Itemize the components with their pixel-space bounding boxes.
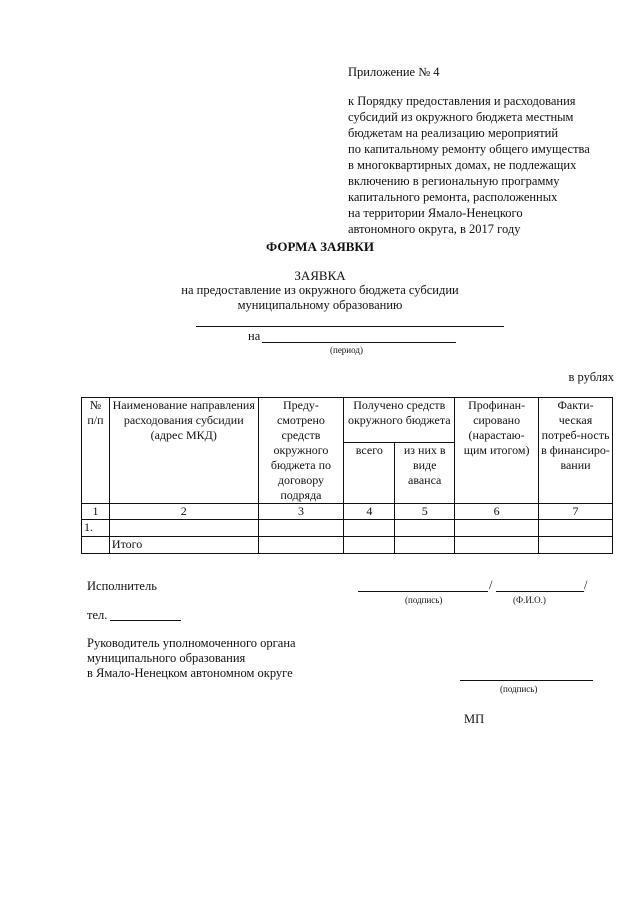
slash: / — [584, 578, 588, 592]
application-subtitle-line: муниципальному образованию — [237, 298, 403, 312]
column-number: 1 — [82, 504, 110, 520]
table-cell — [82, 537, 110, 554]
municipality-name-line[interactable] — [196, 326, 504, 327]
executor-name-caption: (Ф.И.О.) — [513, 595, 546, 605]
header-direction: Наименование направления расходования субсидии (адрес МКД) — [109, 398, 258, 504]
table-total-row — [82, 537, 613, 554]
head-title-line: в Ямало-Ненецком автономном округе — [87, 666, 293, 680]
appendix-line: субсидий из окружного бюджета местным — [348, 110, 574, 124]
executor-name-line[interactable] — [496, 591, 584, 592]
appendix-line: капитального ремонта, расположенных — [348, 190, 558, 204]
header-received-total: всего — [344, 443, 395, 504]
table-column-numbers-row — [82, 504, 613, 520]
table-row — [82, 520, 613, 537]
application-table — [81, 397, 613, 554]
table-cell[interactable] — [455, 520, 539, 537]
appendix-line: на территории Ямало-Ненецкого — [348, 206, 523, 220]
table-cell[interactable] — [455, 537, 539, 554]
application-title: ЗАЯВКА — [294, 268, 346, 283]
row-number: 1. — [82, 520, 110, 537]
appendix-line: автономного округа, в 2017 году — [348, 222, 521, 236]
table-cell[interactable] — [395, 520, 455, 537]
table-cell[interactable] — [258, 520, 344, 537]
application-subtitle — [0, 283, 640, 313]
header-received-funds: Получено средств окружного бюджета — [344, 398, 455, 443]
appendix-block — [348, 64, 590, 237]
head-title — [87, 636, 296, 681]
head-title-line: Руководитель уполномоченного органа — [87, 636, 296, 650]
column-number: 3 — [258, 504, 344, 520]
total-label: Итого — [109, 537, 258, 554]
stamp-place: МП — [464, 712, 485, 726]
head-signature-line[interactable] — [460, 680, 593, 681]
appendix-line: бюджетам на реализацию мероприятий — [348, 126, 559, 140]
phone-label: тел. — [87, 608, 108, 622]
period-row — [248, 329, 260, 344]
column-number: 4 — [344, 504, 395, 520]
appendix-line: по капитальному ремонту общего имущества — [348, 142, 590, 156]
header-number: № п/п — [82, 398, 110, 504]
period-prefix: на — [248, 329, 261, 343]
table-cell[interactable] — [344, 537, 395, 554]
column-number: 6 — [455, 504, 539, 520]
executor-signature-caption: (подпись) — [405, 595, 443, 605]
slash: / — [489, 578, 493, 592]
column-number: 7 — [539, 504, 613, 520]
table-cell[interactable] — [539, 537, 613, 554]
column-number: 2 — [109, 504, 258, 520]
header-actual-need: Факти-ческая потреб-ность в финансиро-вании — [539, 398, 613, 504]
column-number: 5 — [395, 504, 455, 520]
head-title-line: муниципального образования — [87, 651, 246, 665]
appendix-line: в многоквартирных домах, не подлежащих — [348, 158, 577, 172]
header-received-advance: из них в виде аванса — [395, 443, 455, 504]
form-title: ФОРМА ЗАЯВКИ — [266, 239, 374, 254]
header-financed: Профинан-сировано (нарастаю-щим итогом) — [455, 398, 539, 504]
period-input-line[interactable] — [262, 342, 456, 343]
header-planned-funds: Преду-смотрено средств окружного бюджета по договору подряда — [258, 398, 344, 504]
phone-input-line[interactable] — [110, 620, 181, 621]
executor-signature-line[interactable] — [358, 591, 488, 592]
application-subtitle-line: на предоставление из окружного бюджета субсидии — [181, 283, 459, 297]
executor-label: Исполнитель — [87, 579, 157, 593]
appendix-line: включению в региональную программу — [348, 174, 560, 188]
table-cell[interactable] — [109, 520, 258, 537]
table-cell[interactable] — [344, 520, 395, 537]
appendix-title: Приложение № 4 — [348, 65, 440, 79]
appendix-line: к Порядку предоставления и расходования — [348, 94, 576, 108]
currency-note: в рублях — [568, 370, 614, 384]
period-caption: (период) — [330, 345, 363, 355]
table-cell[interactable] — [258, 537, 344, 554]
table-cell[interactable] — [395, 537, 455, 554]
table-cell[interactable] — [539, 520, 613, 537]
table-header-row — [82, 398, 613, 443]
head-signature-caption: (подпись) — [500, 684, 538, 694]
